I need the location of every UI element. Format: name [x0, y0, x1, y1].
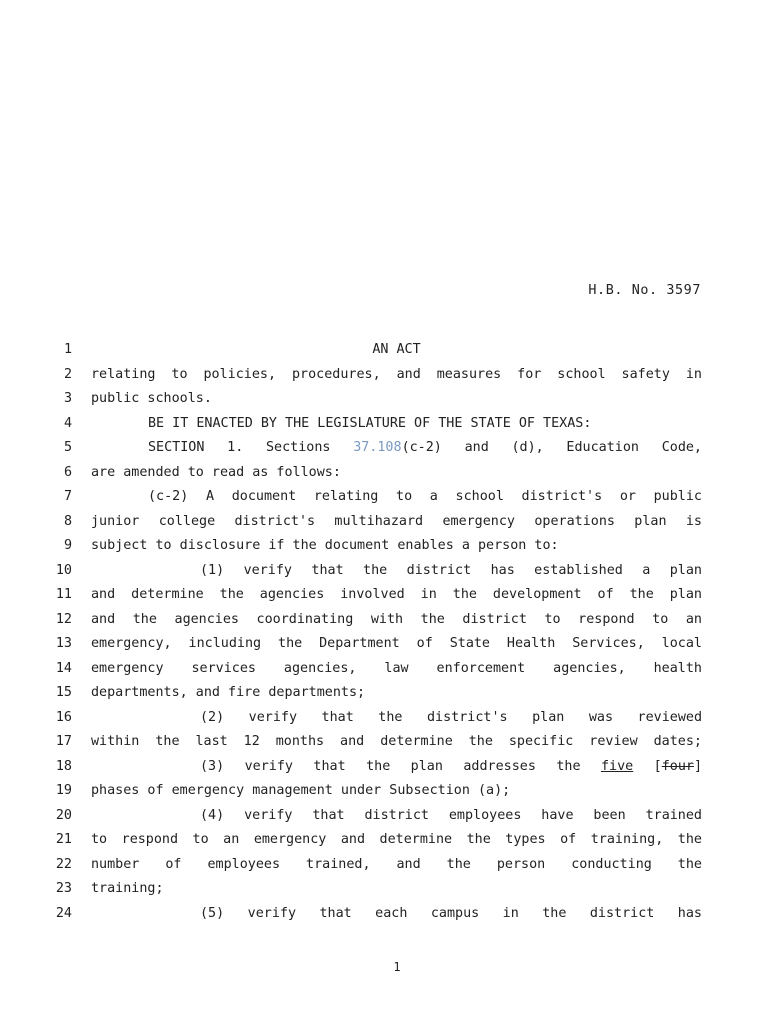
deleted-text: four — [661, 759, 694, 774]
line-text: to respond to an emergency and determine the types of training, the — [91, 832, 702, 847]
line-text — [91, 759, 702, 774]
line-number: 24 — [55, 906, 72, 921]
line-text: are amended to read as follows: — [91, 465, 341, 480]
document-line — [0, 832, 770, 857]
document-line — [0, 857, 770, 882]
bill-number: H.B. No. 3597 — [588, 283, 701, 298]
act-title: AN ACT — [372, 342, 421, 357]
document-line — [0, 416, 770, 441]
line-text: and the agencies coordinating with the district to respond to an — [91, 612, 702, 627]
document-line — [0, 881, 770, 906]
line-number: 19 — [55, 783, 72, 798]
line-number: 18 — [55, 759, 72, 774]
document-line — [0, 514, 770, 539]
document-line — [0, 440, 770, 465]
line-text: phases of emergency management under Subsection (a); — [91, 783, 511, 798]
line-number: 15 — [55, 685, 72, 700]
line-text: and determine the agencies involved in the development of the plan — [91, 587, 702, 602]
document-line — [0, 710, 770, 735]
line-number: 2 — [63, 367, 72, 382]
bracket-close: ] — [693, 759, 703, 774]
enacting-clause: BE IT ENACTED BY THE LEGISLATURE OF THE STATE OF TEXAS: — [148, 416, 592, 431]
line-number: 6 — [63, 465, 72, 480]
line-text: emergency, including the Department of State Health Services, local — [91, 636, 702, 651]
document-line — [0, 612, 770, 637]
line-number: 3 — [63, 391, 72, 406]
line-number: 5 — [63, 440, 72, 455]
line-number: 16 — [55, 710, 72, 725]
line-number: 7 — [63, 489, 72, 504]
document-line — [0, 685, 770, 710]
line-number: 14 — [55, 661, 72, 676]
line-text: (c-2) A document relating to a school district's or public — [148, 489, 702, 504]
line-text-head: (3) verify that the plan addresses the — [200, 759, 601, 774]
document-line — [0, 342, 770, 367]
document-line — [0, 808, 770, 833]
line-number: 23 — [55, 881, 72, 896]
inserted-text: five — [600, 759, 634, 774]
line-number: 4 — [63, 416, 72, 431]
line-number: 13 — [55, 636, 72, 651]
document-line — [0, 538, 770, 563]
bracket-open: [ — [633, 759, 662, 774]
statute-link[interactable]: 37.108 — [353, 440, 402, 455]
document-line — [0, 759, 770, 784]
line-number: 21 — [55, 832, 72, 847]
line-text — [91, 440, 702, 455]
document-line — [0, 489, 770, 514]
line-number: 9 — [63, 538, 72, 553]
document-line — [0, 734, 770, 759]
document-line — [0, 906, 770, 931]
document-line — [0, 661, 770, 686]
line-number: 11 — [55, 587, 72, 602]
line-number: 8 — [63, 514, 72, 529]
document-line — [0, 783, 770, 808]
line-number: 17 — [55, 734, 72, 749]
line-number: 1 — [63, 342, 72, 357]
document-line — [0, 563, 770, 588]
line-text: subject to disclosure if the document enables a person to: — [91, 538, 559, 553]
section-heading: SECTION 1. Sections — [148, 440, 354, 455]
line-text: (5) verify that each campus in the district has — [200, 906, 702, 921]
document-line — [0, 587, 770, 612]
line-number: 10 — [55, 563, 72, 578]
line-text: departments, and fire departments; — [91, 685, 366, 700]
line-text: within the last 12 months and determine the specific review dates; — [91, 734, 702, 749]
line-text: (1) verify that the district has established a plan — [200, 563, 702, 578]
page-number: 1 — [393, 960, 401, 974]
document-line — [0, 465, 770, 490]
line-text: training; — [91, 881, 164, 896]
line-number: 20 — [55, 808, 72, 823]
line-text: junior college district's multihazard emergency operations plan is — [91, 514, 702, 529]
line-number: 22 — [55, 857, 72, 872]
document-line — [0, 391, 770, 416]
line-text: (4) verify that district employees have been trained — [200, 808, 702, 823]
document-line — [0, 636, 770, 661]
line-text: relating to policies, procedures, and measures for school safety in — [91, 367, 702, 382]
line-text-tail: (c-2) and (d), Education Code, — [401, 440, 702, 455]
document-line — [0, 367, 770, 392]
line-text: public schools. — [91, 391, 212, 406]
line-text: number of employees trained, and the person conducting the — [91, 857, 702, 872]
line-text: (2) verify that the district's plan was reviewed — [200, 710, 702, 725]
line-text: emergency services agencies, law enforcement agencies, health — [91, 661, 702, 676]
line-number: 12 — [55, 612, 72, 627]
